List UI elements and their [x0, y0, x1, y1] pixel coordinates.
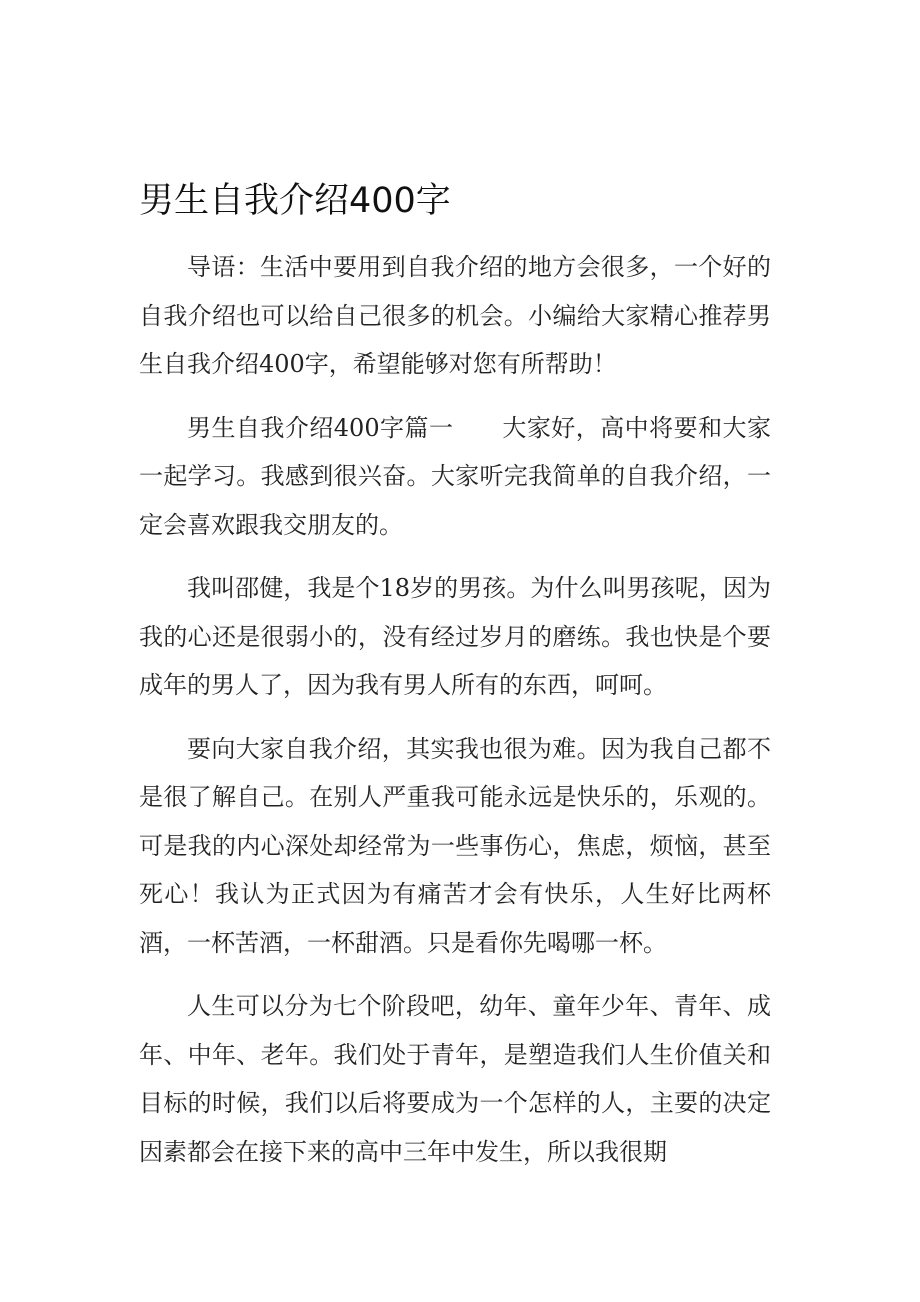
paragraph-name: 我叫邵健，我是个18岁的男孩。为什么叫男孩呢，因为我的心还是很弱小的，没有经过岁月的磨练。我也快是个要成年的男人了，因为我有男人所有的东西，呵呵。 [139, 574, 771, 699]
paragraph-intro: 导语：生活中要用到自我介绍的地方会很多，一个好的自我介绍也可以给自己很多的机会。小编给大家精心推荐男生自我介绍400字，希望能够对您有所帮助！ [139, 253, 771, 378]
document-body [139, 243, 771, 1191]
paragraph-self-reflection: 要向大家自我介绍，其实我也很为难。因为我自己都不是很了解自己。在别人严重我可能永远是快乐的，乐观的。可是我的内心深处却经常为一些事伤心，焦虑，烦恼，甚至死心！我认为正式因为有痛苦才会有快乐，人生好比两杯酒，一杯苦酒，一杯甜酒。只是看你先喝哪一杯。 [139, 734, 771, 957]
document-title: 男生自我介绍400字 [139, 181, 451, 221]
paragraph-life-stages: 人生可以分为七个阶段吧，幼年、童年少年、青年、成年、中年、老年。我们处于青年，是塑造我们人生价值关和目标的时候，我们以后将要成为一个怎样的人，主要的决定因素都会在接下来的高中三年中发生，所以我很期 [139, 992, 771, 1166]
paragraph-greeting: 男生自我介绍400字篇一 大家好，高中将要和大家一起学习。我感到很兴奋。大家听完我简单的自我介绍，一定会喜欢跟我交朋友的。 [139, 413, 771, 539]
